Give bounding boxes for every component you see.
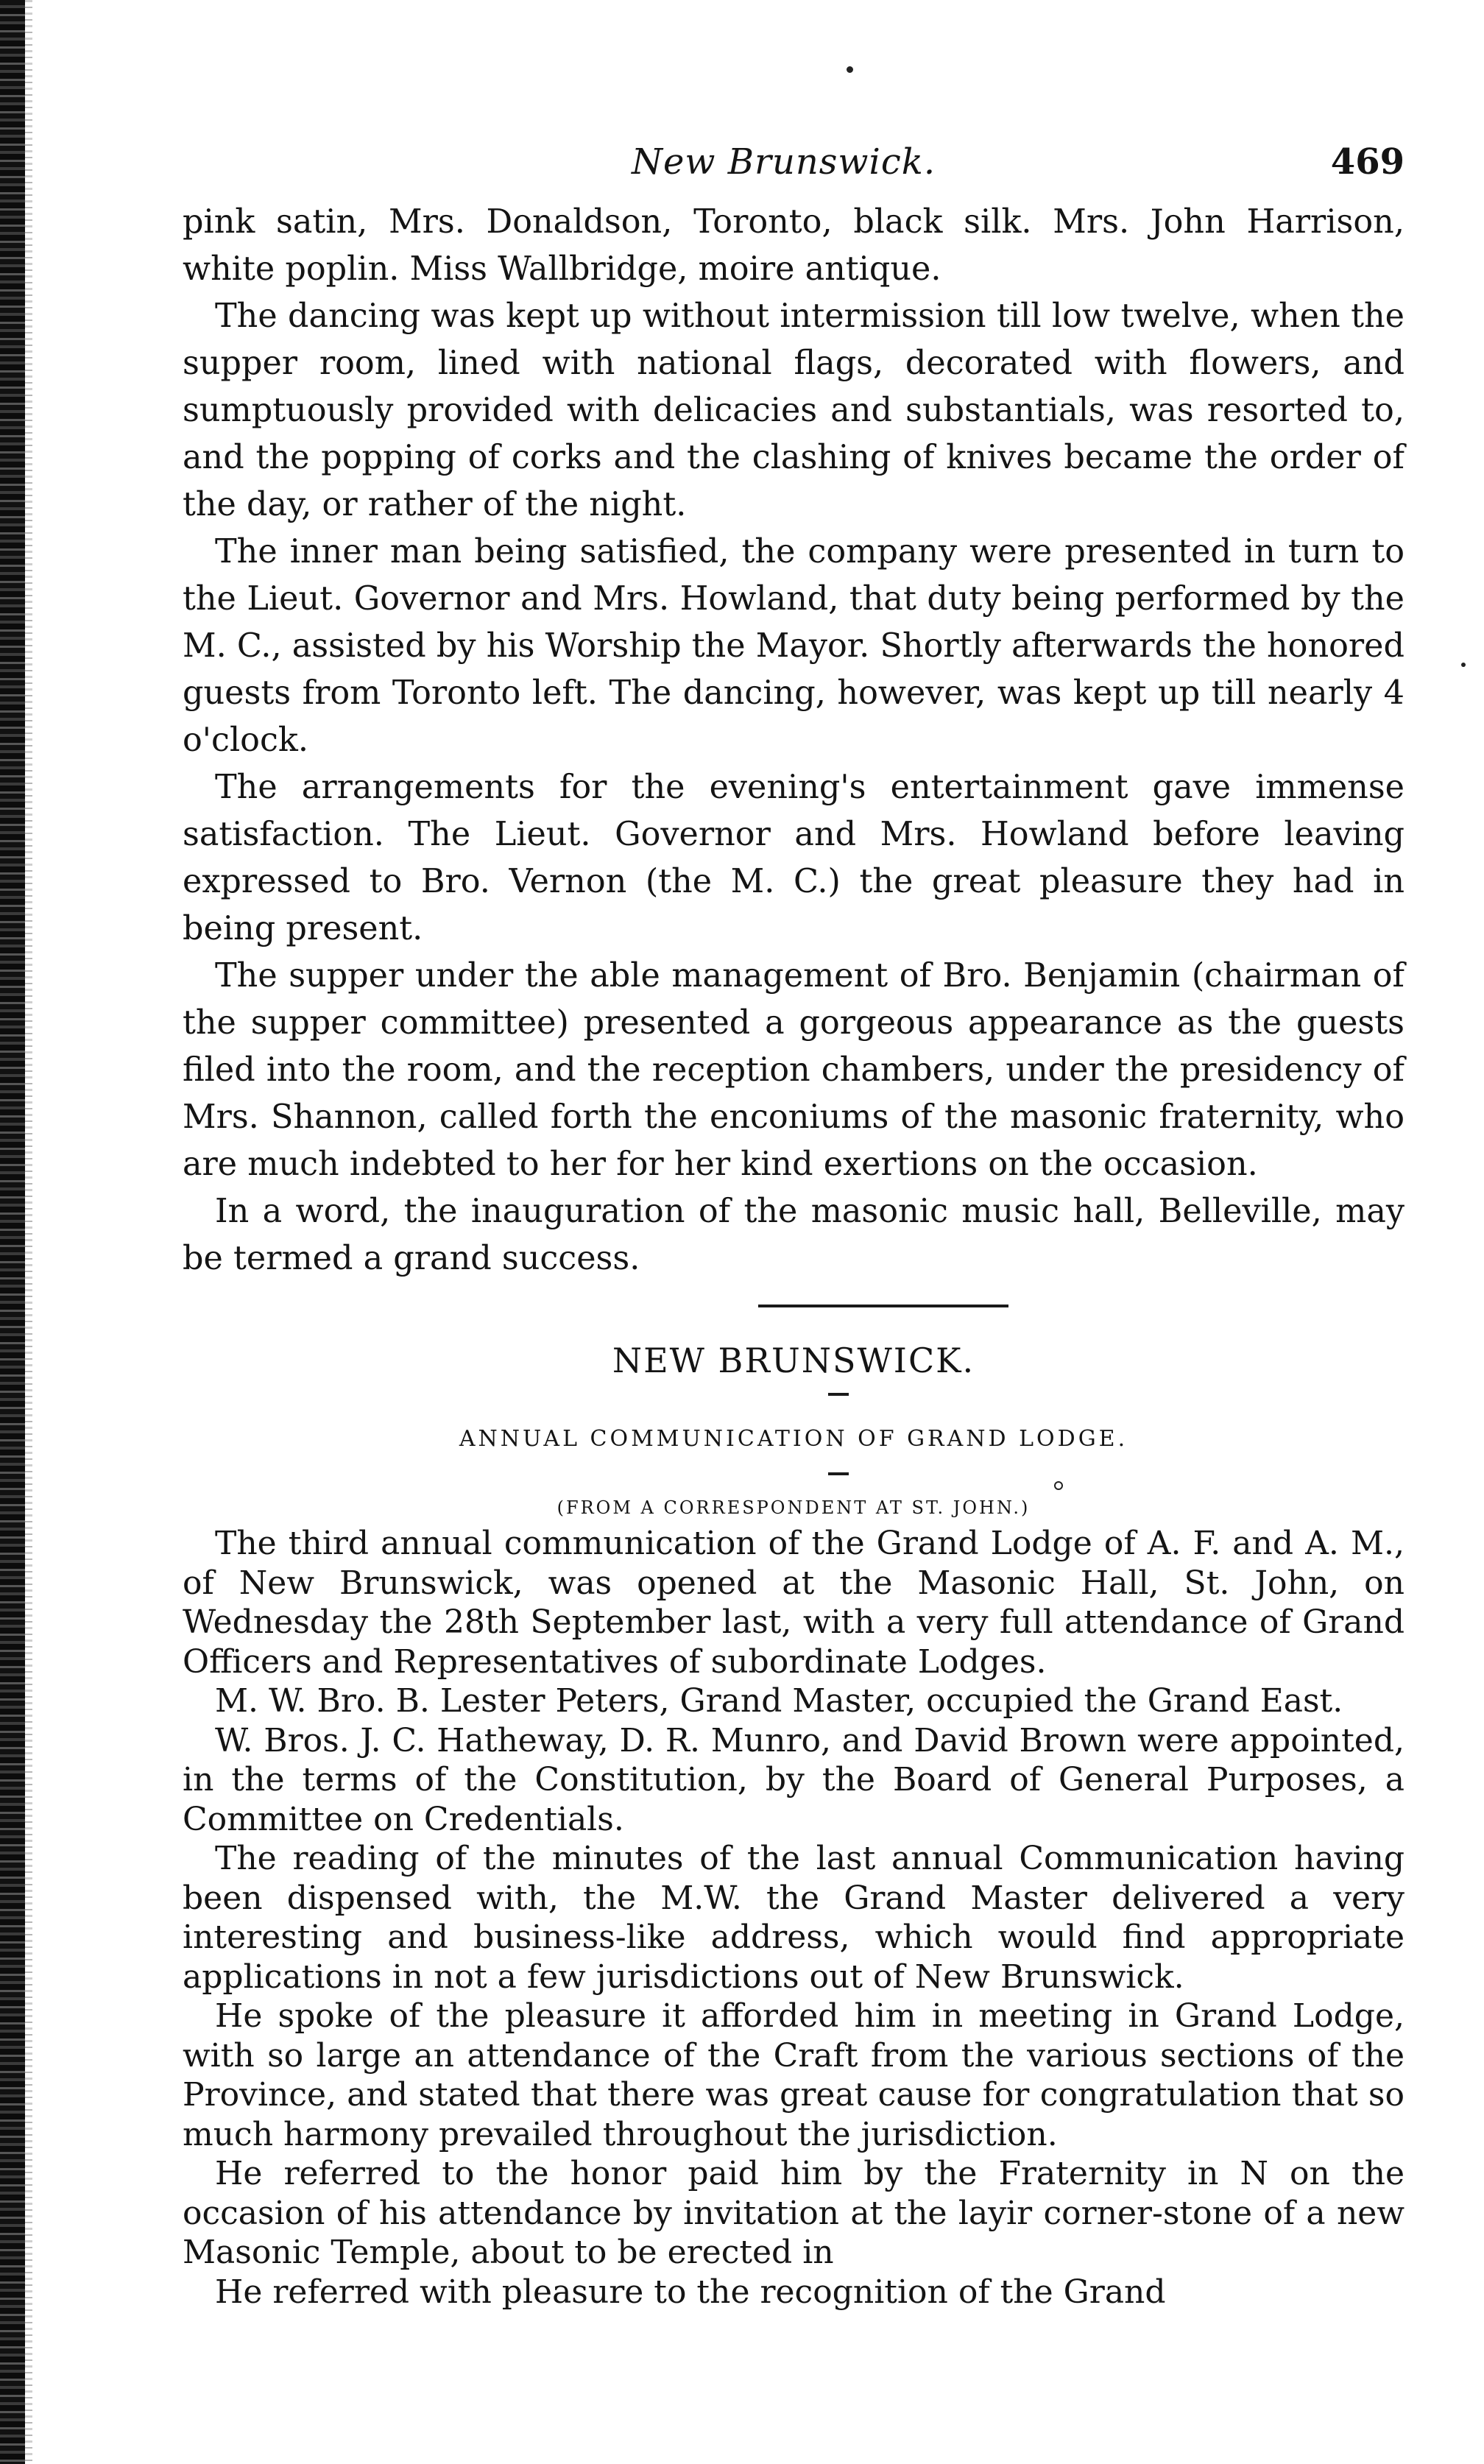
paragraph: The third annual communication of the Grand Lodge of A. F. and A. M., of New Brunswick, was opened at the Masonic Hall, St. John, on Wednesday the 28th September last, with a very full attendance of Grand Officers and Representatives of subordinate Lodges. — [183, 1525, 1404, 1681]
dash-rule — [828, 1472, 849, 1475]
dash-rule — [828, 1393, 849, 1396]
section-title: NEW BRUNSWICK. — [612, 1341, 975, 1380]
paragraph: M. W. Bro. B. Lester Peters, Grand Master, occupied the Grand East. — [215, 1682, 1343, 1720]
page-number: 469 — [1330, 141, 1404, 183]
book-binding-edge — [0, 0, 25, 2464]
lower-article-text — [183, 1524, 1404, 2312]
paragraph: He referred to the honor paid him by the Fraternity in N on the occasion of his attendance by invitation at the layir corner-stone of a new Masonic Temple, about to be erected in — [183, 2155, 1404, 2271]
paragraph: The reading of the minutes of the last annual Communication having been dispensed with, the M.W. the Grand Master delivered a very interesting and business-like address, which would find appropriate applications in not a few jurisdictions out of New Brunswick. — [183, 1840, 1404, 1996]
title-dash — [183, 1387, 1404, 1419]
paragraph: The dancing was kept up without intermission till low twelve, when the supper room, lined with national flags, decorated with flowers, and sumptuously provided with delicacies and substantials, was resorted to, and the popping of corks and the clashing of knives became the order of the day, or rather of the night. — [183, 297, 1404, 523]
paragraph: The supper under the able management of Bro. Benjamin (chairman of the supper committee) presented a gorgeous appearance as the guests filed into the room, and the reception chambers, under the presidency of Mrs. Shannon, called forth the enconiums of the masonic fraternity, who are much indebted to her for her kind exertions on the occasion. — [183, 957, 1404, 1183]
paragraph: The arrangements for the evening's entertainment gave immense satisfaction. The Lieut. Governor and Mrs. Howland before leaving expressed to Bro. Vernon (the M. C.) the great pleasure they had in being present. — [183, 769, 1404, 947]
page-gutter — [25, 0, 32, 2464]
paragraph: pink satin, Mrs. Donaldson, Toronto, black silk. Mrs. John Harrison, white poplin. Miss Wallbridge, moire antique. — [183, 203, 1404, 288]
paragraph: W. Bros. J. C. Hatheway, D. R. Munro, and David Brown were appointed, in the terms of the Constitution, by the Board of General Purposes, a Committee on Credentials. — [183, 1721, 1404, 1838]
correspondent-note: (FROM A CORRESPONDENT AT ST. JOHN.) — [556, 1497, 1031, 1518]
book-page — [183, 141, 1404, 2312]
running-title: New Brunswick. — [632, 141, 936, 183]
ink-speck — [847, 66, 853, 73]
section-divider — [183, 1282, 1404, 1334]
paragraph: He referred with pleasure to the recognition of the Grand — [215, 2273, 1166, 2311]
paragraph: He spoke of the pleasure it afforded him in meeting in Grand Lodge, with so large an attendance of the Craft from the various sections of the Province, and stated that there was great cause for congratulation that so much harmony prevailed throughout the jurisdiction. — [183, 1997, 1404, 2153]
paragraph: The inner man being satisfied, the company were presented in turn to the Lieut. Governor and Mrs. Howland, that duty being performed by the M. C., assisted by his Worship the Mayor. Shortly afterwards the honored guests from Toronto left. The dancing, however, was kept up till nearly 4 o'clock. — [183, 533, 1404, 759]
paragraph: In a word, the inauguration of the masonic music hall, Belleville, may be termed a grand success. — [183, 1193, 1404, 1277]
divider-rule — [758, 1305, 1008, 1307]
subtitle-dash — [183, 1459, 1404, 1492]
section-subtitle: ANNUAL COMMUNICATION OF GRAND LODGE. — [459, 1426, 1128, 1452]
ink-speck — [1461, 663, 1466, 667]
page-header — [183, 141, 1404, 199]
upper-article-text — [183, 199, 1404, 1282]
